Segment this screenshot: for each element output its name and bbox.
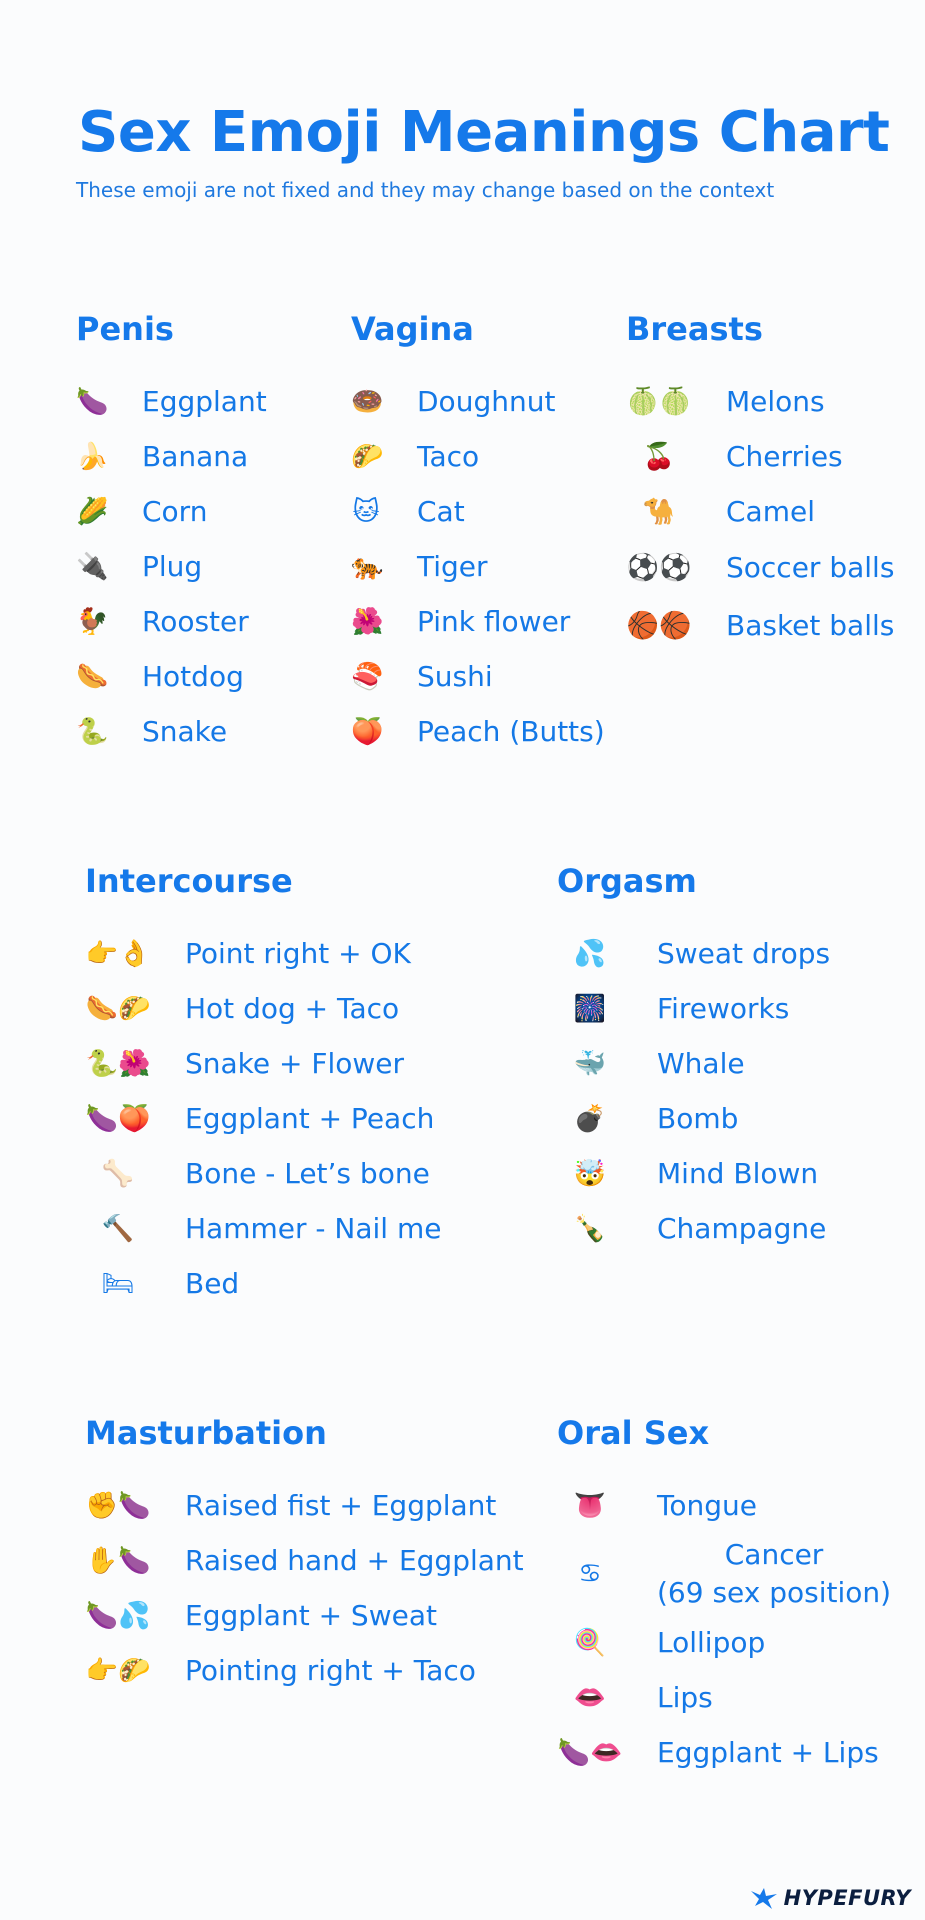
list-item [557, 981, 830, 1036]
hammer-icon: 🔨 [101, 1213, 135, 1244]
hibiscus-icon: 🌺 [351, 606, 384, 637]
item-label: Sweat drops [657, 936, 831, 970]
item-label: Champagne [657, 1211, 827, 1245]
list-item [557, 1091, 830, 1146]
peach-icon: 🍑 [351, 716, 384, 747]
bed-icon: 🛏 [101, 1268, 135, 1299]
item-label: Eggplant + Lips [657, 1735, 879, 1769]
eggplant-icon: 🍆 [76, 386, 109, 417]
snake-flower-icon: 🐍🌺 [85, 1048, 151, 1079]
item-label: Mind Blown [657, 1156, 819, 1190]
item-label: Hammer - Nail me [185, 1211, 442, 1245]
item-label: Bed [185, 1266, 240, 1300]
snake-icon: 🐍 [76, 716, 109, 747]
section-masturbation [85, 1414, 524, 1698]
brand-logo [750, 1886, 911, 1910]
list-item [351, 704, 605, 759]
plug-icon: 🔌 [76, 551, 109, 582]
section-heading: Vagina [351, 310, 474, 348]
list-item [351, 429, 605, 484]
item-label: Raised hand + Eggplant [185, 1543, 524, 1577]
item-label: Sushi [417, 659, 493, 693]
list-item [557, 1146, 830, 1201]
item-label-line-1: Cancer [724, 1538, 824, 1572]
section-oral-sex [557, 1414, 891, 1780]
list-item [626, 374, 894, 429]
list-item [351, 374, 605, 429]
list-item [85, 1478, 524, 1533]
hotdog-taco-icon: 🌭🌮 [85, 993, 151, 1024]
item-label: Eggplant + Sweat [185, 1598, 437, 1632]
section-heading: Masturbation [85, 1414, 327, 1452]
list-item [76, 539, 267, 594]
banana-icon: 🍌 [76, 441, 109, 472]
list-item [85, 1036, 441, 1091]
hand-eggplant-icon: ✋🍆 [85, 1545, 151, 1576]
lips-icon: 👄 [573, 1682, 607, 1713]
champagne-icon: 🍾 [573, 1213, 607, 1244]
list-item [85, 1643, 524, 1698]
page-title: Sex Emoji Meanings Chart [78, 100, 890, 165]
item-label: Eggplant + Peach [185, 1101, 435, 1135]
item-label: Bone - Let’s bone [185, 1156, 430, 1190]
list-item [76, 704, 267, 759]
section-heading: Oral Sex [557, 1414, 710, 1452]
list-item [76, 594, 267, 649]
list-item [76, 429, 267, 484]
list-item [85, 1256, 441, 1311]
list-item [76, 649, 267, 704]
cat-icon: 🐱 [352, 496, 380, 527]
rooster-icon: 🐓 [76, 606, 109, 637]
list-item [351, 539, 605, 594]
sushi-icon: 🍣 [351, 661, 384, 692]
page-subtitle: These emoji are not fixed and they may change based on the context [76, 178, 775, 202]
section-orgasm [557, 862, 830, 1256]
camel-icon: 🐪 [642, 496, 676, 527]
taco-icon: 🌮 [351, 441, 384, 472]
list-item [85, 926, 441, 981]
bone-icon: 🦴 [101, 1158, 135, 1189]
item-label: Soccer balls [726, 551, 895, 585]
point-right-taco-icon: 👉🌮 [85, 1655, 151, 1686]
item-label [657, 1536, 891, 1612]
list-item [626, 539, 894, 597]
melon-icon: 🍈🍈 [626, 386, 692, 417]
cherries-icon: 🍒 [642, 441, 676, 472]
point-right-ok-icon: 👉👌 [85, 938, 151, 969]
item-label: Banana [142, 439, 249, 473]
basketball-icon: 🏀🏀 [626, 611, 692, 641]
list-item [85, 981, 441, 1036]
item-label: Camel [726, 494, 815, 528]
fireworks-icon: 🎆 [573, 993, 607, 1024]
list-item [626, 597, 894, 655]
item-label: Lips [657, 1680, 713, 1714]
section-breasts [626, 310, 894, 655]
item-label: Plug [142, 549, 203, 583]
item-label: Pointing right + Taco [185, 1653, 476, 1687]
list-item [557, 1615, 891, 1670]
tongue-icon: 👅 [573, 1490, 607, 1521]
list-item [351, 649, 605, 704]
item-label: Pink flower [417, 604, 571, 638]
list-item [557, 1725, 891, 1780]
section-intercourse [85, 862, 441, 1311]
item-label: Lollipop [657, 1625, 766, 1659]
list-item [557, 1201, 830, 1256]
section-heading: Breasts [626, 310, 763, 348]
item-label: Bomb [657, 1101, 739, 1135]
hotdog-icon: 🌭 [76, 661, 109, 692]
list-item [76, 374, 267, 429]
item-label: Tongue [657, 1488, 757, 1522]
list-item [85, 1146, 441, 1201]
item-label: Whale [657, 1046, 745, 1080]
list-item [626, 484, 894, 539]
whale-icon: 🐳 [573, 1048, 607, 1079]
cancer-icon: ♋ [578, 1559, 602, 1589]
list-item [85, 1091, 441, 1146]
corn-icon: 🌽 [76, 496, 109, 527]
item-label: Hot dog + Taco [185, 991, 400, 1025]
section-penis [76, 310, 267, 759]
list-item [85, 1588, 524, 1643]
item-label: Cat [417, 494, 465, 528]
list-item [557, 1670, 891, 1725]
item-label: Basket balls [726, 609, 895, 643]
item-label: Raised fist + Eggplant [185, 1488, 497, 1522]
list-item [626, 429, 894, 484]
item-label: Peach (Butts) [417, 714, 605, 748]
item-label: Snake [142, 714, 228, 748]
list-item [351, 484, 605, 539]
list-item [85, 1201, 441, 1256]
section-vagina [351, 310, 605, 759]
item-label: Snake + Flower [185, 1046, 405, 1080]
item-label: Fireworks [657, 991, 790, 1025]
list-item [557, 926, 830, 981]
item-label: Rooster [142, 604, 249, 638]
list-item [85, 1533, 524, 1588]
list-item [557, 1533, 891, 1615]
list-item [557, 1478, 891, 1533]
list-item [351, 594, 605, 649]
eggplant-lips-icon: 🍆👄 [557, 1737, 623, 1768]
item-label: Tiger [417, 549, 488, 583]
bomb-icon: 💣 [573, 1103, 607, 1134]
sweat-drops-icon: 💦 [573, 938, 607, 969]
mind-blown-icon: 🤯 [573, 1158, 607, 1189]
brand-name: HYPEFURY [783, 1886, 911, 1910]
item-label: Point right + OK [185, 936, 411, 970]
soccer-ball-icon: ⚽⚽ [626, 553, 692, 583]
hypefury-bird-icon [750, 1886, 778, 1910]
section-heading: Orgasm [557, 862, 697, 900]
item-label: Corn [142, 494, 208, 528]
eggplant-sweat-icon: 🍆💦 [85, 1600, 151, 1631]
doughnut-icon: 🍩 [351, 386, 384, 417]
lollipop-icon: 🍭 [573, 1627, 607, 1658]
item-label: Taco [417, 439, 480, 473]
list-item [76, 484, 267, 539]
list-item [557, 1036, 830, 1091]
fist-eggplant-icon: ✊🍆 [85, 1490, 151, 1521]
item-label: Hotdog [142, 659, 244, 693]
section-heading: Intercourse [85, 862, 293, 900]
item-label-line-2: (69 sex position) [657, 1576, 892, 1609]
item-label: Doughnut [417, 384, 556, 418]
tiger-icon: 🐅 [351, 551, 384, 582]
item-label: Eggplant [142, 384, 267, 418]
item-label: Melons [726, 384, 825, 418]
item-label: Cherries [726, 439, 843, 473]
eggplant-peach-icon: 🍆🍑 [85, 1103, 151, 1134]
section-heading: Penis [76, 310, 174, 348]
